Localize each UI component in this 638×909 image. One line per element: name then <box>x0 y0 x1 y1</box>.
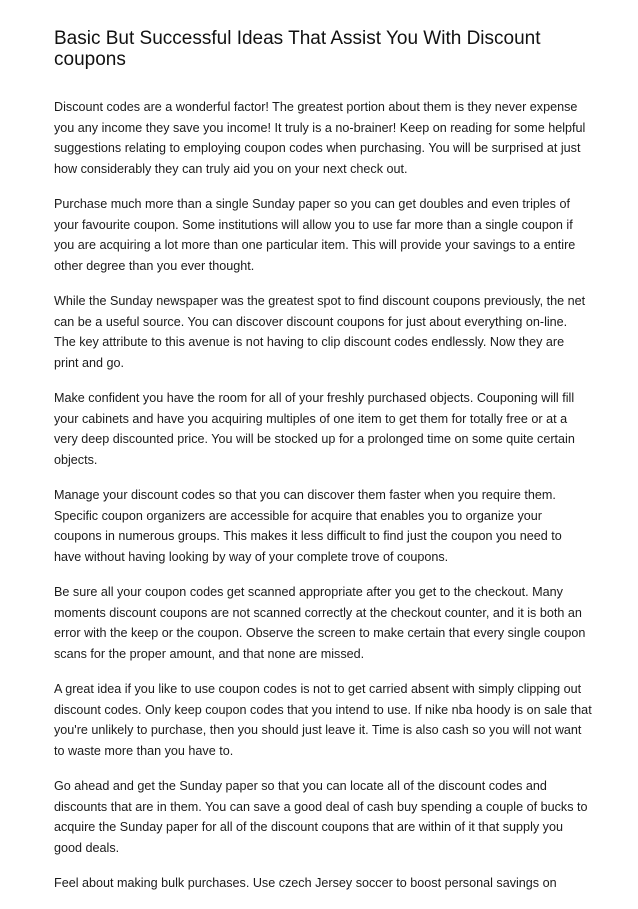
paragraph-8: Go ahead and get the Sunday paper so that you can locate all of the discount codes and discounts that are in them. You can save a good deal of cash buy spending a couple of bucks to acquire the Sunday paper for all of the discount coupons that are within of it that supply you good deals. <box>54 779 588 855</box>
paragraph-2: Purchase much more than a single Sunday paper so you can get doubles and even triples of your favourite coupon. Some institutions will allow you to use far more than a single coupon if you are acquiring a lot more than one particular item. This will provide your savings to a entire other degree than you ever thought. <box>54 197 576 273</box>
document-title: Basic But Successful Ideas That Assist You With Discount coupons <box>54 28 541 70</box>
paragraph-4: Make confident you have the room for all of your freshly purchased objects. Couponing will fill your cabinets and have you acquiring multiples of one item to get them for totally free or at a very deep discounted price. You will be stocked up for a prolonged time on some quite certain objects. <box>54 391 575 467</box>
paragraph-9: Feel about making bulk purchases. Use czech Jersey soccer to boost personal savings on <box>54 876 557 890</box>
paragraph-6: Be sure all your coupon codes get scanned appropriate after you get to the checkout. Many moments discount coupons are not scanned correctly at the checkout counter, and it is both an error with the keep or the coupon. Observe the screen to make certain that every single coupon scans for the proper amount, and that none are missed. <box>54 585 586 661</box>
document-page <box>54 28 592 909</box>
paragraph-3: While the Sunday newspaper was the greatest spot to find discount coupons previously, the net can be a useful source. You can discover discount coupons for just about everything on-line. The key attribute to this avenue is not having to clip discount codes endlessly. Now they are print and go. <box>54 294 586 370</box>
paragraph-5: Manage your discount codes so that you can discover them faster when you require them. Specific coupon organizers are accessible for acquire that enables you to organize your coupons in numerous groups. This makes it less difficult to find just the coupon you need to have without having looking by way of your complete trove of coupons. <box>54 488 562 564</box>
paragraph-1: Discount codes are a wonderful factor! The greatest portion about them is they never expense you any income they save you income! It truly is a no-brainer! Keep on reading for some helpful suggestions relating to employing coupon codes when purchasing. You will be surprised at just how considerably they can truly aid you on your next check out. <box>54 100 586 176</box>
paragraph-7: A great idea if you like to use coupon codes is not to get carried absent with simply clipping out discount codes. Only keep coupon codes that you intend to use. If nike nba hoody is on sale that you're unlikely to purchase, then you should just leave it. Time is also cash so you will not want to waste more than you have to. <box>54 682 592 758</box>
